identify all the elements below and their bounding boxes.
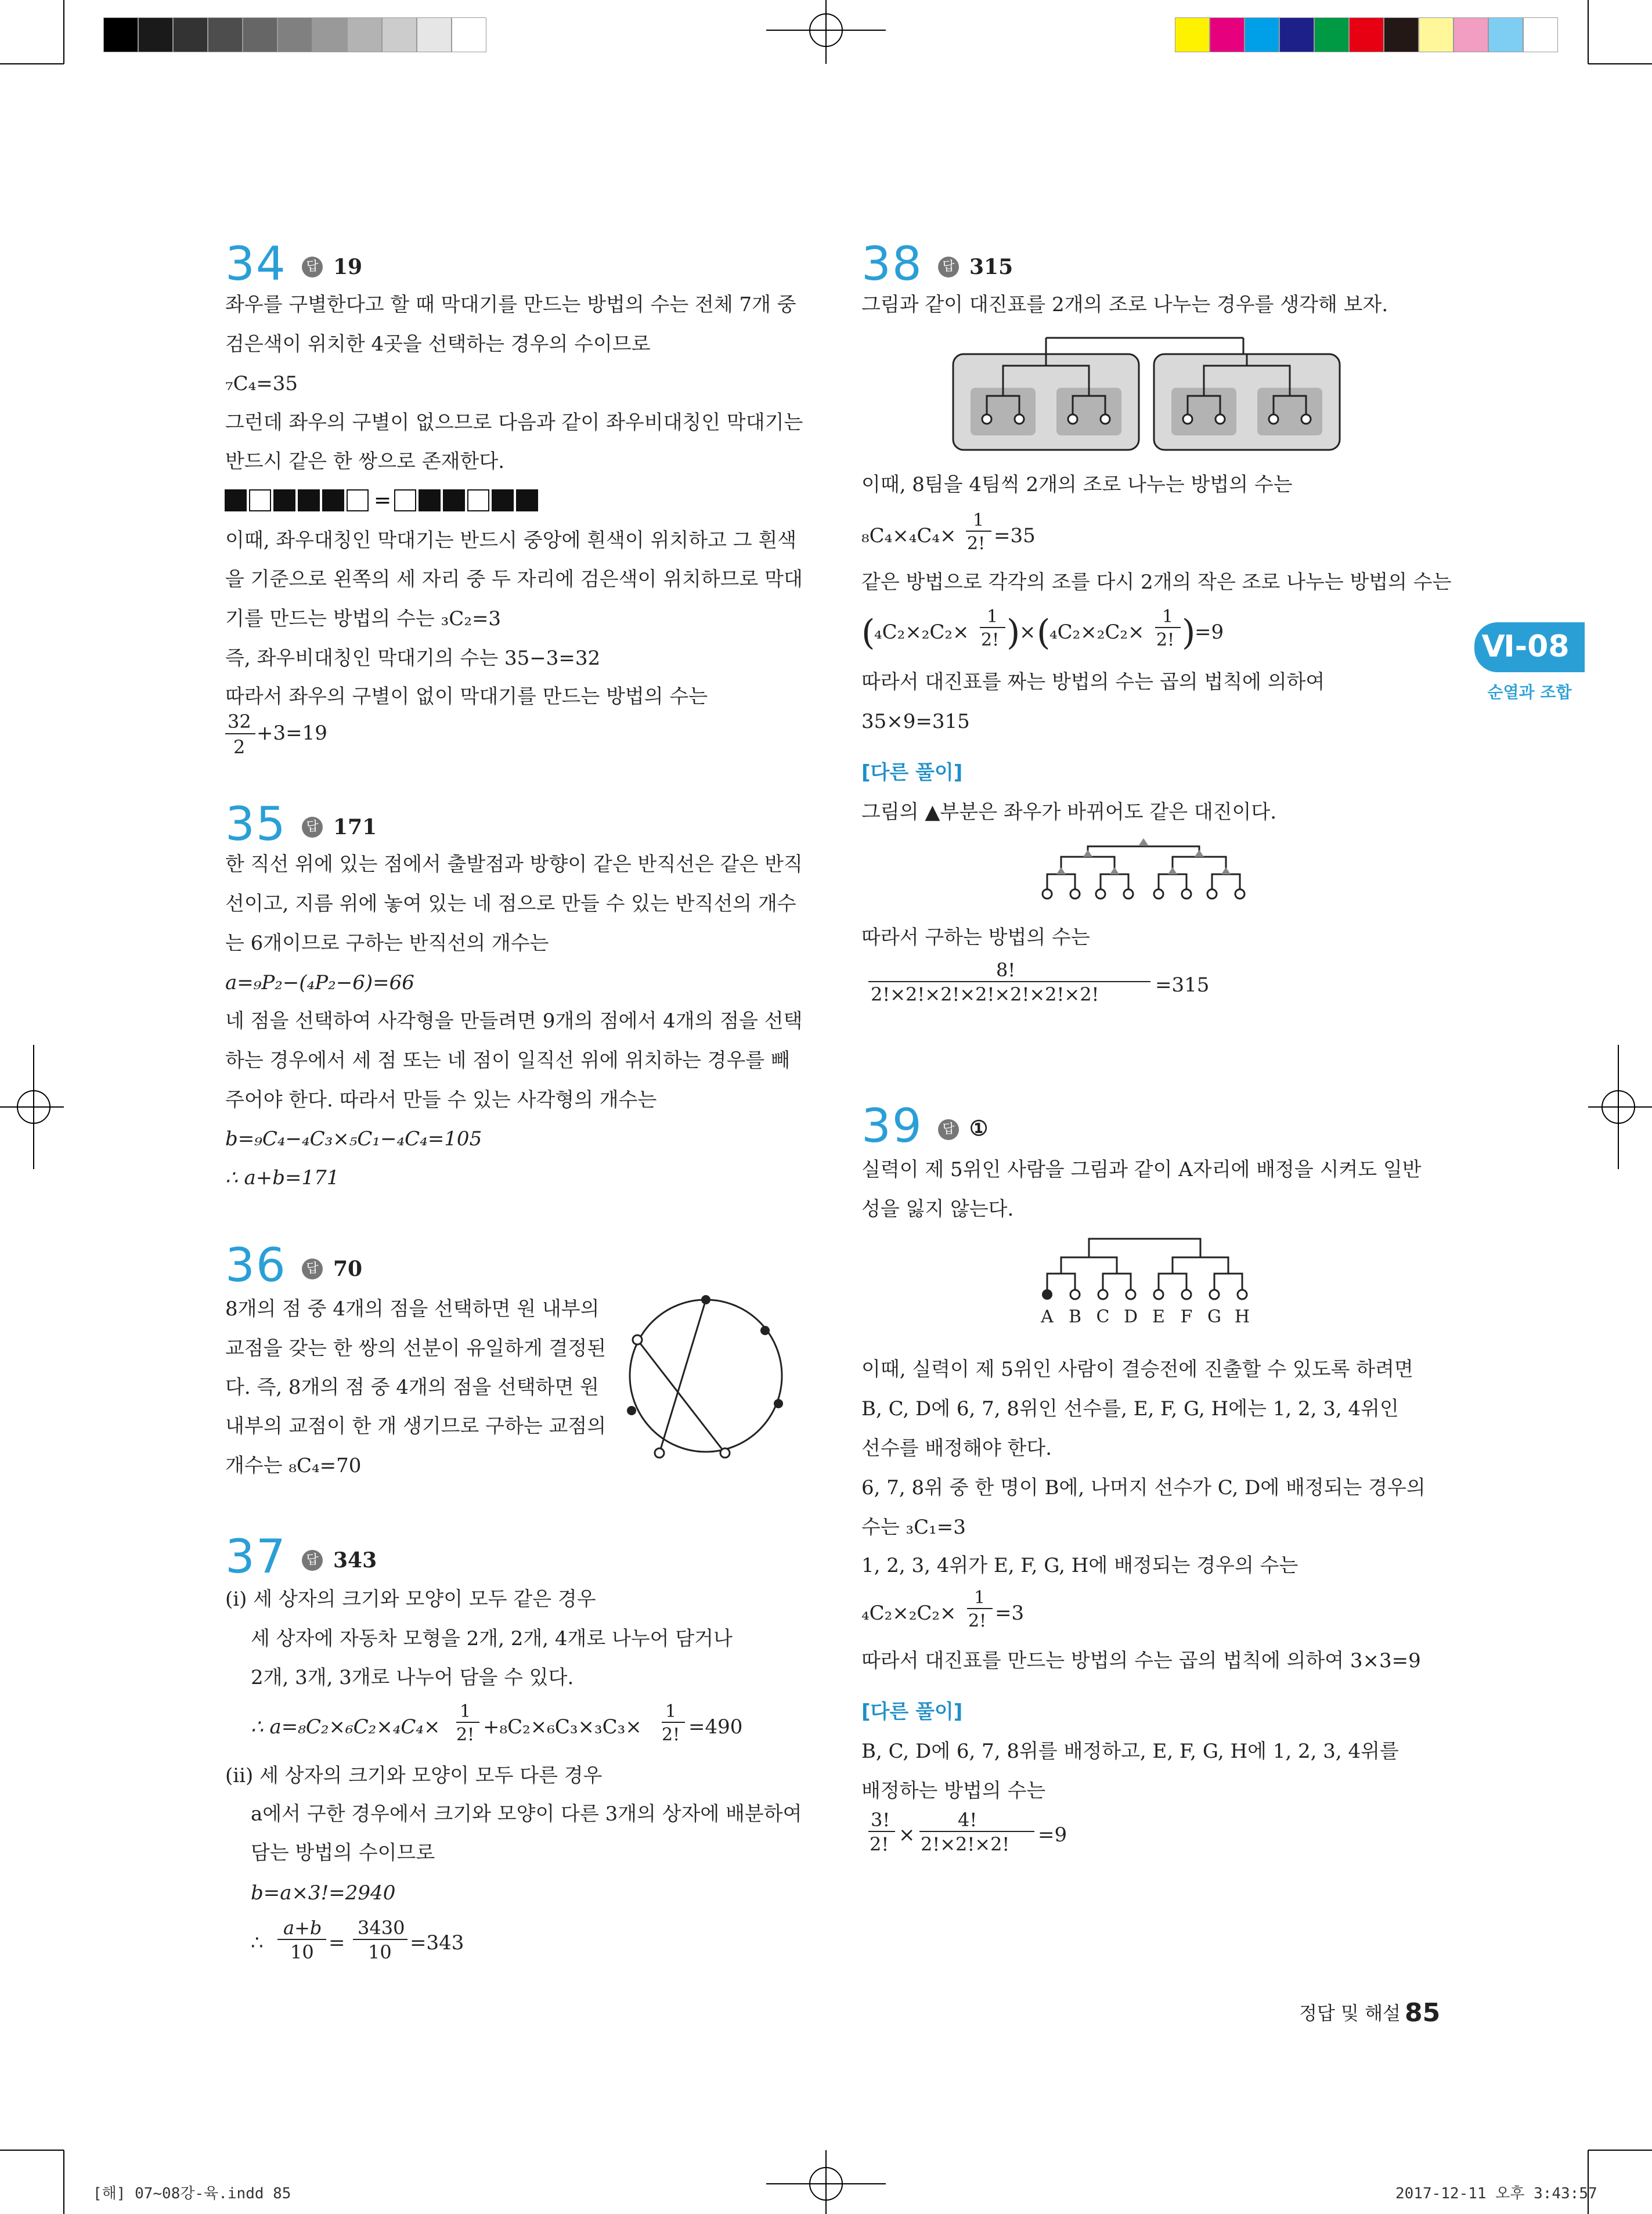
p39-line-13a: × (899, 1823, 915, 1847)
p37-line-4c: =490 (688, 1715, 743, 1739)
p35-line-6: 하는 경우에서 세 점 또는 네 점이 일직선 위에 위치하는 경우를 빼 (225, 1049, 790, 1072)
p39-frac2-num: 3! (871, 1809, 890, 1831)
answer-badge: 답 (938, 1119, 959, 1140)
p38-frac-den: 2! (1156, 630, 1175, 650)
black-cell (419, 490, 440, 511)
player-label: F (1180, 1307, 1193, 1327)
fraction-bar (868, 981, 1150, 982)
p36-line-1: 8개의 점 중 4개의 점을 선택하면 원 내부의 (225, 1297, 600, 1321)
p37-line-4a: ∴ a=₈C₂×₆C₂×₄C₄× (251, 1715, 441, 1739)
fraction-bar (868, 1831, 895, 1832)
p39-line-5: 선수를 배정해야 한다. (861, 1437, 1052, 1460)
black-cell (517, 490, 538, 511)
p38-line-6: 따라서 대진표를 짜는 방법의 수는 곱의 법칙에 의하여 (861, 670, 1325, 694)
white-cell (347, 490, 368, 511)
problem-34-number: 34 (225, 237, 287, 291)
white-cell (395, 490, 416, 511)
p39-frac2-den: 2! (870, 1833, 889, 1855)
equals-sign: = (374, 489, 392, 513)
player-label: G (1207, 1307, 1221, 1327)
black-cell (225, 490, 246, 511)
fraction-bar (1155, 627, 1181, 628)
p34-line-3: ₇C₄=35 (225, 372, 298, 395)
p36-line-3: 다. 즉, 8개의 점 중 4개의 점을 선택하면 원 (225, 1376, 599, 1399)
p39-line-8: 1, 2, 3, 4위가 E, F, G, H에 배정되는 경우의 수는 (861, 1554, 1298, 1577)
fraction-bar (225, 733, 255, 734)
p39-line-12: 배정하는 방법의 수는 (861, 1779, 1046, 1802)
p38-line-10: =315 (1155, 973, 1210, 997)
p37-frac-num: 1 (460, 1701, 471, 1722)
p38-frac-den: 2! (981, 630, 1000, 650)
chapter-tab-subtitle: 순열과 조합 (1487, 683, 1572, 702)
slug-date: 2017-12-11 오후 3:43:57 (1395, 2185, 1597, 2202)
alt-solution-label: [다른 풀이] (861, 1700, 963, 1723)
p39-line-4: B, C, D에 6, 7, 8위인 선수를, E, F, G, H에는 1, 2, 3, 4위인 (861, 1397, 1399, 1420)
p34-line-2: 검은색이 위치한 4곳을 선택하는 경우의 수이므로 (225, 333, 651, 356)
p39-line-10: 따라서 대진표를 만드는 방법의 수는 곱의 법칙에 의하여 3×3=9 (861, 1649, 1421, 1672)
point (655, 1448, 664, 1458)
p37-frac-num: 1 (665, 1701, 677, 1722)
paren-close: ) (1007, 612, 1020, 653)
p37-frac-den: 2! (662, 1725, 680, 1745)
p38-bracket-groups-diagram (952, 331, 1347, 453)
p39-frac-den: 2! (968, 1611, 987, 1631)
problem-38-answer: 315 (969, 255, 1013, 279)
p36-circle-diagram (619, 1289, 793, 1463)
p37-line-4b: +₈C₂×₆C₃×₃C₃× (483, 1715, 642, 1739)
p37-line-3: 2개, 3개, 3개로 나누어 담을 수 있다. (251, 1666, 574, 1689)
point (720, 1448, 730, 1458)
p38-line-5a: ₄C₂×₂C₂× (874, 621, 969, 644)
black-cell (443, 490, 464, 511)
p34-line-4: 그런데 좌우의 구별이 없으므로 다음과 같이 좌우비대칭인 막대기는 (225, 411, 803, 434)
p38-line-5c: ₄C₂×₂C₂× (1049, 621, 1145, 644)
p39-frac3-den: 2!×2!×2! (921, 1833, 1010, 1855)
p35-line-7: 주어야 한다. 따라서 만들 수 있는 사각형의 개수는 (225, 1088, 657, 1112)
p38-frac-num: 1 (973, 510, 984, 531)
player-label: H (1234, 1307, 1250, 1327)
answer-badge: 답 (938, 257, 959, 277)
p38-line-3b: =35 (994, 524, 1036, 547)
p34-line-9: 즉, 좌우비대칭인 막대기의 수는 35−3=32 (225, 647, 601, 670)
p38-line-5b: × (1019, 621, 1036, 644)
p37-line-5: (ⅱ) 세 상자의 크기와 모양이 모두 다른 경우 (225, 1764, 603, 1787)
problem-36-answer: 70 (333, 1257, 363, 1281)
p37-line-2: 세 상자에 자동차 모형을 2개, 2개, 4개로 나누어 담거나 (251, 1627, 733, 1650)
p35-line-1: 한 직선 위에 있는 점에서 출발점과 방향이 같은 반직선은 같은 반직 (225, 853, 803, 876)
black-cell (298, 490, 319, 511)
answer-badge: 답 (302, 1259, 323, 1279)
p38-line-9: 따라서 구하는 방법의 수는 (861, 926, 1090, 949)
p39-line-9b: =3 (995, 1602, 1025, 1625)
p38-frac2-num: 8! (996, 959, 1016, 981)
p38-frac-num: 1 (1162, 607, 1174, 627)
p37-frac3-num: 3430 (358, 1917, 405, 1939)
player-label: C (1096, 1307, 1110, 1327)
fraction-bar (919, 1831, 1034, 1832)
p34-frac-num: 32 (228, 711, 251, 733)
fraction-bar (456, 1722, 479, 1723)
p39-frac3-num: 4! (958, 1809, 978, 1831)
fraction-bar (353, 1939, 407, 1940)
p38-frac2-den: 2!×2!×2!×2!×2!×2!×2! (871, 983, 1099, 1005)
p38-triangle-bracket-diagram (1036, 834, 1256, 903)
point (633, 1335, 642, 1344)
point (760, 1326, 770, 1335)
p38-line-7: 35×9=315 (861, 710, 970, 733)
p36-line-2: 교점을 갖는 한 쌍의 선분이 유일하게 결정된 (225, 1337, 607, 1360)
p38-line-1: 그림과 같이 대진표를 2개의 조로 나누는 경우를 생각해 보자. (861, 293, 1388, 316)
p35-line-2: 선이고, 지름 위에 놓여 있는 네 점으로 만들 수 있는 반직선의 개수 (225, 892, 796, 915)
problem-36-number: 36 (225, 1238, 287, 1292)
p34-line-11: +3=19 (257, 722, 327, 745)
player-label: B (1068, 1307, 1082, 1327)
point (627, 1406, 636, 1415)
p39-line-3: 이때, 실력이 제 5위인 사람이 결승전에 진출할 수 있도록 하려면 (861, 1358, 1413, 1381)
p35-line-4: a=₉P₂−(₄P₂−6)=66 (225, 971, 414, 994)
white-cell (250, 490, 270, 511)
answer-badge: 답 (302, 1550, 323, 1571)
footer-label: 정답 및 해설 (1299, 2002, 1401, 2024)
p37-line-9b: = (329, 1931, 345, 1955)
paren-close: ) (1182, 612, 1196, 653)
problem-38-number: 38 (861, 237, 923, 291)
p37-frac2-den: 10 (290, 1941, 314, 1963)
problem-37-answer: 343 (333, 1548, 377, 1573)
p37-line-8: b=a×3!=2940 (251, 1881, 396, 1905)
player-label: D (1123, 1307, 1138, 1327)
chapter-tab-title: Ⅵ-08 (1481, 629, 1570, 664)
p34-frac-den: 2 (233, 736, 246, 758)
p39-line-13b: =9 (1038, 1823, 1067, 1847)
problem-39-number: 39 (861, 1099, 923, 1153)
slug-file: [해] 07~08강-육.indd 85 (93, 2185, 291, 2202)
p39-line-7: 수는 ₃C₁=3 (861, 1516, 966, 1539)
page-number: 85 (1405, 1998, 1441, 2028)
p38-line-2: 이때, 8팀을 4팀씩 2개의 조로 나누는 방법의 수는 (861, 473, 1293, 496)
paren-open: ( (1037, 612, 1051, 653)
p39-bracket-diagram (1033, 1231, 1254, 1335)
p37-frac2-num: a+b (283, 1917, 322, 1939)
player-label: A (1041, 1307, 1054, 1327)
p34-line-7: 을 기준으로 왼쪽의 세 자리 중 두 자리에 검은색이 위치하므로 막대 (225, 568, 803, 591)
p38-line-4: 같은 방법으로 각각의 조를 다시 2개의 작은 조로 나누는 방법의 수는 (861, 571, 1452, 594)
fraction-bar (966, 531, 991, 532)
point (701, 1295, 710, 1304)
p39-line-2: 성을 잃지 않는다. (861, 1198, 1014, 1221)
black-cell (323, 490, 344, 511)
p37-line-6: a에서 구한 경우에서 크기와 모양이 다른 3개의 상자에 배분하여 (251, 1802, 802, 1826)
problem-35-answer: 171 (333, 815, 377, 839)
p39-line-1: 실력이 제 5위인 사람을 그림과 같이 A자리에 배정을 시켜도 일반 (861, 1158, 1422, 1181)
p35-line-3: 는 6개이므로 구하는 반직선의 개수는 (225, 932, 549, 955)
p37-frac-den: 2! (456, 1725, 475, 1745)
p39-line-6: 6, 7, 8위 중 한 명이 B에, 나머지 선수가 C, D에 배정되는 경우의 (861, 1476, 1426, 1499)
p37-line-9c: =343 (410, 1931, 464, 1955)
answer-badge: 답 (302, 817, 323, 838)
fraction-bar (967, 1608, 993, 1609)
p38-frac-num: 1 (987, 607, 998, 627)
player-label: E (1152, 1307, 1165, 1327)
p37-line-1: (ⅰ) 세 상자의 크기와 모양이 모두 같은 경우 (225, 1588, 596, 1611)
problem-34-answer: 19 (333, 255, 363, 279)
p36-line-4: 내부의 교점이 한 개 생기므로 구하는 교점의 (225, 1415, 607, 1438)
p39-line-11: B, C, D에 6, 7, 8위를 배정하고, E, F, G, H에 1, 2, 3, 4위를 (861, 1740, 1399, 1763)
black-cell (492, 490, 513, 511)
p37-line-7: 담는 방법의 수이므로 (251, 1841, 435, 1865)
p34-line-8: 기를 만드는 방법의 수는 ₃C₂=3 (225, 607, 502, 630)
p38-frac-den: 2! (967, 533, 986, 554)
fraction-bar (662, 1722, 685, 1723)
problem-35-number: 35 (225, 797, 287, 851)
white-cell (468, 490, 489, 511)
fraction-bar (277, 1939, 326, 1940)
p34-line-10: 따라서 좌우의 구별이 없이 막대기를 만드는 방법의 수는 (225, 685, 708, 708)
player-A (1042, 1289, 1052, 1300)
p35-line-9: ∴ a+b=171 (225, 1166, 340, 1189)
fraction-bar (980, 627, 1005, 628)
problem-37-number: 37 (225, 1530, 287, 1584)
p36-line-5: 개수는 ₈C₄=70 (225, 1454, 362, 1477)
p35-line-5: 네 점을 선택하여 사각형을 만들려면 9개의 점에서 4개의 점을 선택 (225, 1009, 803, 1033)
answer-badge: 답 (302, 257, 323, 277)
p38-line-3a: ₈C₄×₄C₄× (861, 524, 957, 547)
p34-bar-diagram (225, 489, 585, 512)
black-cell (274, 490, 295, 511)
p38-line-5d: =9 (1195, 621, 1224, 644)
p34-line-5: 반드시 같은 한 쌍으로 존재한다. (225, 450, 505, 473)
p37-line-9a: ∴ (251, 1931, 264, 1955)
p39-frac-num: 1 (974, 1588, 986, 1608)
p39-line-9a: ₄C₂×₂C₂× (861, 1602, 957, 1625)
p34-line-6: 이때, 좌우대칭인 막대기는 반드시 중앙에 흰색이 위치하고 그 흰색 (225, 529, 797, 552)
point (774, 1399, 783, 1408)
p38-line-8: 그림의 ▲부분은 좌우가 바뀌어도 같은 대진이다. (861, 800, 1277, 824)
alt-solution-label: [다른 풀이] (861, 761, 963, 784)
problem-39-answer: ① (969, 1116, 989, 1141)
paren-open: ( (861, 612, 875, 653)
p34-line-1: 좌우를 구별한다고 할 때 막대기를 만드는 방법의 수는 전체 7개 중 (225, 293, 796, 316)
p35-line-8: b=₉C₄−₄C₃×₅C₁−₄C₄=105 (225, 1127, 482, 1151)
p37-frac3-den: 10 (368, 1941, 392, 1963)
